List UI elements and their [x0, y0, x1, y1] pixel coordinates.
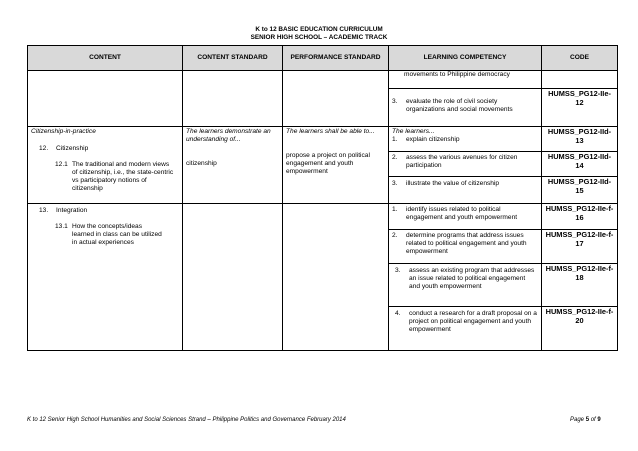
- competency-cell: 3. evaluate the role of civil society organizations and social movements: [389, 89, 542, 127]
- competency-cell: 3. assess an existing program that addresses an issue related to political engagement and youth empowerment: [389, 264, 542, 307]
- column-header-code: CODE: [542, 46, 618, 71]
- table-row: [28, 127, 618, 152]
- competency-cell: 2. assess the various avenues for citizen participation: [389, 152, 542, 177]
- content-standard-cell: The learners demonstrate an understanding of... citizenship: [183, 127, 283, 204]
- competency-cell: The learners... 1. explain citizenship: [389, 127, 542, 152]
- competency-cell: 3. illustrate the value of citizenship: [389, 177, 542, 204]
- footer-page-number: Page 5 of 9: [570, 417, 601, 423]
- table-row: [28, 71, 618, 89]
- code-cell: HUMSS_PG12-IIe-f-20: [542, 307, 618, 351]
- code-cell: HUMSS_PG12-IIe-12: [542, 89, 618, 127]
- content-standard-cell: [183, 71, 283, 127]
- code-cell: HUMSS_PG12-IId-15: [542, 177, 618, 204]
- table-row: [28, 204, 618, 230]
- document-subtitle: SENIOR HIGH SCHOOL – ACADEMIC TRACK: [250, 34, 388, 41]
- table-header-row: [28, 46, 618, 71]
- code-cell: HUMSS_PG12-IId-14: [542, 152, 618, 177]
- code-cell: HUMSS_PG12-IIe-f-16: [542, 204, 618, 230]
- column-header-performance-standard: PERFORMANCE STANDARD: [283, 46, 389, 71]
- curriculum-table: [27, 45, 618, 351]
- competency-cell: movements to Philippine democracy: [389, 71, 542, 89]
- performance-standard-cell: The learners shall be able to... propose a project on political engagement and youth empowerment: [283, 127, 389, 204]
- content-standard-cell: [183, 204, 283, 351]
- column-header-learning-competency: LEARNING COMPETENCY: [389, 46, 542, 71]
- code-cell: [542, 71, 618, 89]
- content-cell: [28, 71, 183, 127]
- content-cell: Citizenship-in-practice 12. Citizenship 12.1 The traditional and modern views of citizenship, i.e., the state-centric vs participatory notions of citizenship: [28, 127, 183, 204]
- performance-standard-cell: [283, 71, 389, 127]
- document-title: K to 12 BASIC EDUCATION CURRICULUM: [255, 26, 383, 33]
- column-header-content-standard: CONTENT STANDARD: [183, 46, 283, 71]
- performance-standard-cell: [283, 204, 389, 351]
- code-cell: HUMSS_PG12-IIe-f-18: [542, 264, 618, 307]
- competency-cell: 2. determine programs that address issues related to political engagement and youth empowerment: [389, 230, 542, 264]
- code-cell: HUMSS_PG12-IId-13: [542, 127, 618, 152]
- code-cell: HUMSS_PG12-IIe-f-17: [542, 230, 618, 264]
- footer-document-info: K to 12 Senior High School Humanities and Social Sciences Strand – Philippine Politics and Governance February 2014: [27, 417, 346, 423]
- competency-cell: 4. conduct a research for a draft proposal on a project on political engagement and youth empowerment: [389, 307, 542, 351]
- competency-cell: 1. identify issues related to political engagement and youth empowerment: [389, 204, 542, 230]
- column-header-content: CONTENT: [28, 46, 183, 71]
- content-cell: 13. Integration 13.1 How the concepts/ideas learned in class can be utilized in actual experiences: [28, 204, 183, 351]
